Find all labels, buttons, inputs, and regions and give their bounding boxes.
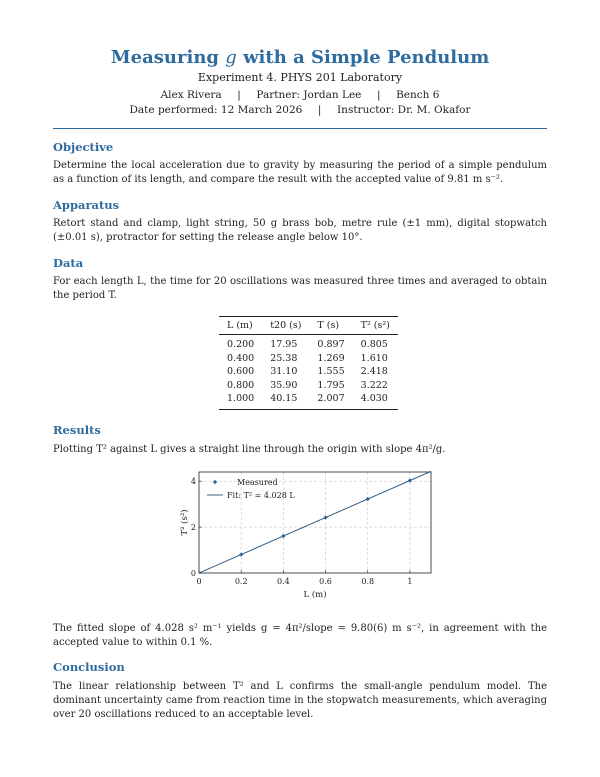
y-axis-label: T² (s²) (180, 509, 190, 536)
column-header: L (m) (219, 317, 262, 335)
table-cell: 17.95 (270, 339, 298, 350)
page-title: Measuring g with a Simple Pendulum (110, 47, 490, 68)
table-header-row (219, 317, 398, 335)
table-cell: 1.269 (317, 352, 345, 364)
table-cell: 2.007 (309, 392, 352, 409)
table-cell: 1.555 (317, 366, 345, 377)
apparatus-text: Retort stand and clamp, light string, 50 g brass bob, metre rule (±1 mm), digital stopwatch (±0.01 s), protractor for setting the release angle below 10°. (53, 218, 547, 243)
results-heading: Results (53, 423, 101, 437)
table-cell: 0.600 (227, 366, 255, 377)
header-rule (53, 128, 547, 129)
x-tick-label: 0 (196, 577, 202, 586)
date-performed: Date performed: 12 March 2026 (129, 104, 303, 116)
legend-label: Measured (237, 478, 278, 487)
table-cell: 1.000 (219, 392, 262, 409)
y-tick-label: 2 (190, 523, 196, 533)
table-cell: 25.38 (270, 352, 298, 364)
y-tick-label: 0 (190, 569, 196, 578)
column-header: T² (s²) (353, 317, 398, 335)
table-cell: 31.10 (270, 366, 298, 377)
conclusion-text: The linear relationship between T² and L confirms the small-angle pendulum model. The dominant uncertainty came from reaction time in the stopwatch measurements, which averaging over 20 oscillations reduced to an acceptable level. (53, 681, 547, 720)
x-tick-label: 0.2 (234, 577, 248, 586)
table-row (219, 335, 398, 352)
data-table (219, 316, 398, 410)
separator: | (237, 89, 241, 101)
table-cell: 1.610 (360, 352, 388, 364)
legend-marker (213, 480, 217, 484)
table-cell: 1.795 (317, 379, 345, 391)
column-header: t20 (s) (262, 317, 309, 335)
objective-heading: Objective (53, 140, 114, 154)
partner-name: Partner: Jordan Lee (256, 89, 362, 101)
x-axis-label: L (m) (303, 590, 327, 600)
table-cell: 3.222 (360, 379, 388, 391)
table-cell: 0.805 (360, 339, 388, 350)
data-point (408, 478, 412, 482)
table-row (219, 379, 398, 393)
data-heading: Data (53, 256, 84, 270)
data-point (323, 515, 327, 519)
data-point (239, 552, 243, 556)
table-cell: 0.200 (227, 339, 255, 350)
table-cell: 40.15 (262, 392, 309, 409)
data-point (281, 534, 285, 538)
separator: | (317, 104, 322, 116)
subtitle: Experiment 4. PHYS 201 Laboratory (197, 71, 403, 84)
table-row (219, 365, 398, 379)
table-cell: 0.800 (227, 379, 255, 391)
table-row (219, 352, 398, 366)
column-header: T (s) (309, 317, 352, 335)
apparatus-heading: Apparatus (53, 198, 120, 212)
x-tick-label: 0.6 (319, 577, 332, 586)
objective-text: Determine the local acceleration due to gravity by measuring the period of a simple pendulum as a function of its length, and compare the result with the accepted value of 9.81 m s⁻². (53, 160, 547, 185)
date-line (0, 104, 600, 116)
results-text: Plotting T² against L gives a straight line through the origin with slope 4π²/g. (53, 444, 446, 455)
table-cell: 0.400 (227, 352, 255, 364)
instructor: Instructor: Dr. M. Okafor (337, 104, 471, 116)
bench-number: Bench 6 (396, 89, 440, 101)
x-tick-label: 1 (407, 577, 413, 586)
table-row (219, 392, 398, 409)
data-point (366, 497, 370, 501)
legend-label: Fit: T² = 4.028 L (227, 491, 295, 500)
x-tick-label: 0.8 (361, 577, 375, 586)
y-tick-label: 4 (190, 477, 196, 487)
table-cell: 35.90 (270, 379, 298, 391)
results-discussion: The fitted slope of 4.028 s² m⁻¹ yields g = 4π²/slope = 9.80(6) m s⁻², in agreement with the accepted value to within 0.1 %. (53, 623, 547, 648)
author-line (0, 89, 600, 101)
separator: | (376, 89, 381, 101)
table-cell: 4.030 (353, 392, 398, 409)
conclusion-heading: Conclusion (53, 660, 125, 674)
x-tick-label: 0.4 (276, 577, 290, 586)
pendulum-chart (180, 465, 440, 605)
data-text: For each length L, the time for 20 oscillations was measured three times and averaged to obtain the period T. (53, 276, 547, 301)
table-cell: 2.418 (360, 366, 388, 377)
table-cell: 0.897 (317, 339, 345, 350)
fit-line (199, 471, 431, 573)
author-name: Alex Rivera (160, 89, 222, 101)
